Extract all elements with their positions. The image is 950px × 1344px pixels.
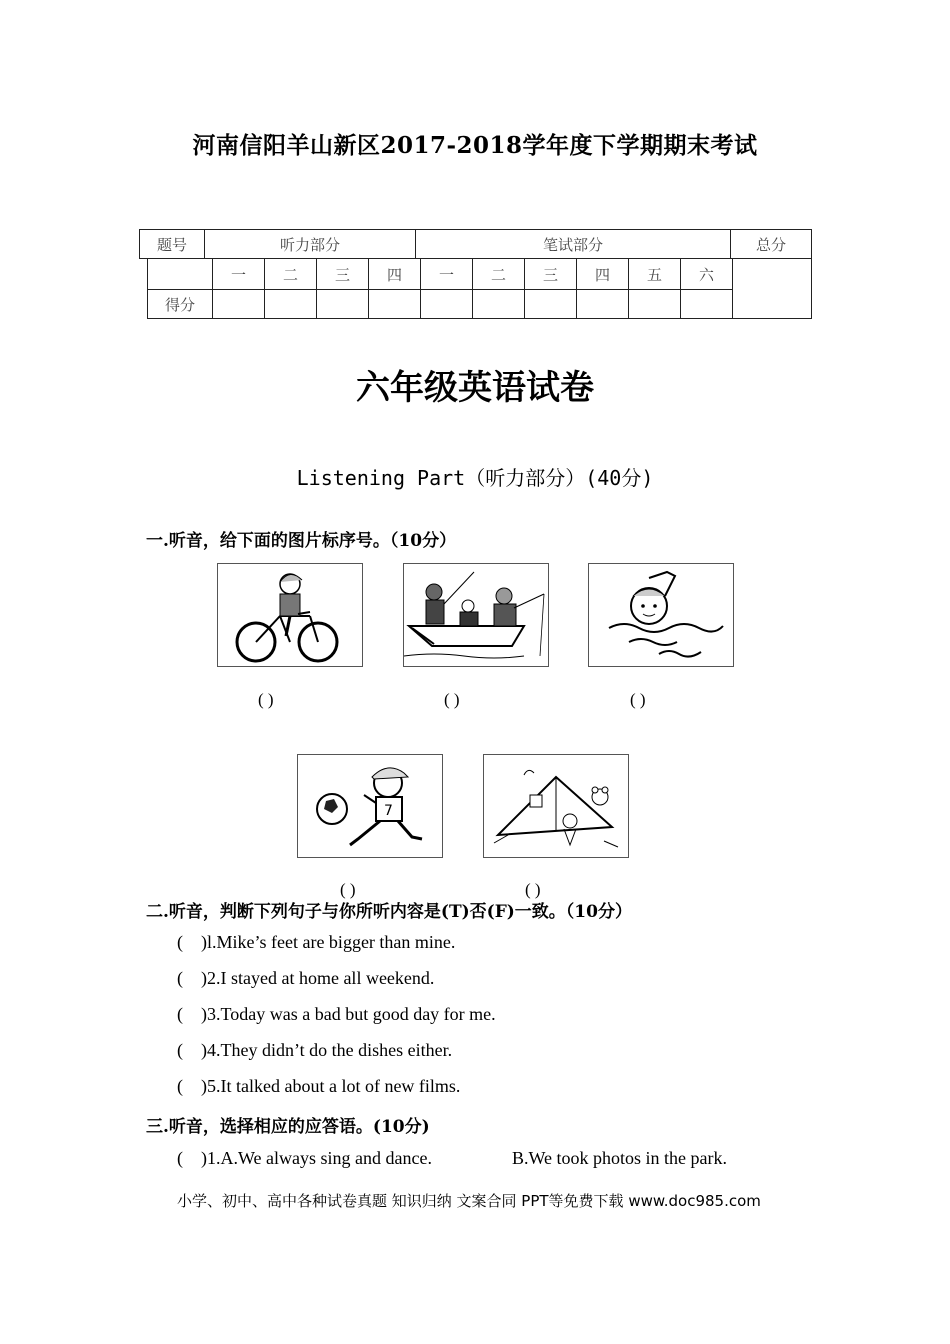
true-false-item-3[interactable]: ( )3.Today was a bad but good day for me.: [177, 1004, 496, 1024]
exam-header-title: 河南信阳羊山新区2017-2018学年度下学期期末考试: [192, 132, 758, 159]
listening-col-1: 一: [213, 259, 265, 290]
listening-part-header: Listening Part（听力部分）(40分): [296, 466, 654, 490]
fishing-illustration: [404, 564, 548, 666]
listening-part-label: 听力部分: [205, 230, 416, 259]
written-part-label: 笔试部分: [416, 230, 731, 259]
question-number-label: 题号: [140, 230, 205, 259]
picture-soccer: [297, 754, 443, 858]
written-col-1: 一: [421, 259, 473, 290]
score-cell[interactable]: [213, 290, 265, 319]
true-false-item-5[interactable]: ( )5.It talked about a lot of new films.: [177, 1076, 461, 1096]
response-item-1-b[interactable]: B.We took photos in the park.: [512, 1148, 728, 1168]
answer-bracket-5[interactable]: ( ): [525, 880, 541, 899]
score-cell[interactable]: [369, 290, 421, 319]
score-cell[interactable]: [317, 290, 369, 319]
true-false-item-1[interactable]: ( )l.Mike’s feet are bigger than mine.: [177, 932, 456, 952]
score-cell[interactable]: [629, 290, 681, 319]
written-col-4: 四: [577, 259, 629, 290]
score-cell[interactable]: [421, 290, 473, 319]
soccer-illustration: [298, 755, 442, 857]
picture-cycling: [217, 563, 363, 667]
section-3-title: 三.听音，选择相应的应答语。(10分): [146, 1117, 430, 1137]
exam-title: 六年级英语试卷: [356, 368, 594, 408]
written-col-6: 六: [681, 259, 733, 290]
cycling-illustration: [218, 564, 362, 666]
answer-bracket-2[interactable]: ( ): [444, 690, 460, 709]
score-cell[interactable]: [681, 290, 733, 319]
response-item-1-a[interactable]: ( )1.A.We always sing and dance.: [177, 1148, 432, 1168]
footer-text: 小学、初中、高中各种试卷真题 知识归纳 文案合同 PPT等免费下载 www.doc985.com: [177, 1192, 761, 1210]
swimming-illustration: [589, 564, 733, 666]
listening-col-2: 二: [265, 259, 317, 290]
total-score-cell[interactable]: [733, 259, 812, 319]
written-col-5: 五: [629, 259, 681, 290]
total-score-label: 总分: [731, 230, 812, 259]
listening-col-4: 四: [369, 259, 421, 290]
picture-fishing: [403, 563, 549, 667]
section-1-title: 一.听音，给下面的图片标序号。（10分）: [146, 531, 457, 551]
written-col-2: 二: [473, 259, 525, 290]
score-cell[interactable]: [577, 290, 629, 319]
score-table-header: [139, 229, 812, 259]
picture-camping: [483, 754, 629, 858]
score-cell[interactable]: [525, 290, 577, 319]
picture-swimming: [588, 563, 734, 667]
score-table-body: [147, 258, 812, 319]
written-col-3: 三: [525, 259, 577, 290]
true-false-item-4[interactable]: ( )4.They didn’t do the dishes either.: [177, 1040, 453, 1060]
answer-bracket-4[interactable]: ( ): [340, 880, 356, 899]
score-cell[interactable]: [473, 290, 525, 319]
section-2-title: 二.听音，判断下列句子与你所听内容是(T)否(F)一致。（10分）: [146, 902, 632, 922]
blank-cell: [148, 259, 213, 290]
listening-col-3: 三: [317, 259, 369, 290]
answer-bracket-1[interactable]: ( ): [258, 690, 274, 709]
score-cell[interactable]: [265, 290, 317, 319]
true-false-item-2[interactable]: ( )2.I stayed at home all weekend.: [177, 968, 435, 988]
camping-illustration: [484, 755, 628, 857]
answer-bracket-3[interactable]: ( ): [630, 690, 646, 709]
svg-text:7: 7: [384, 803, 393, 819]
score-label: 得分: [148, 290, 213, 319]
